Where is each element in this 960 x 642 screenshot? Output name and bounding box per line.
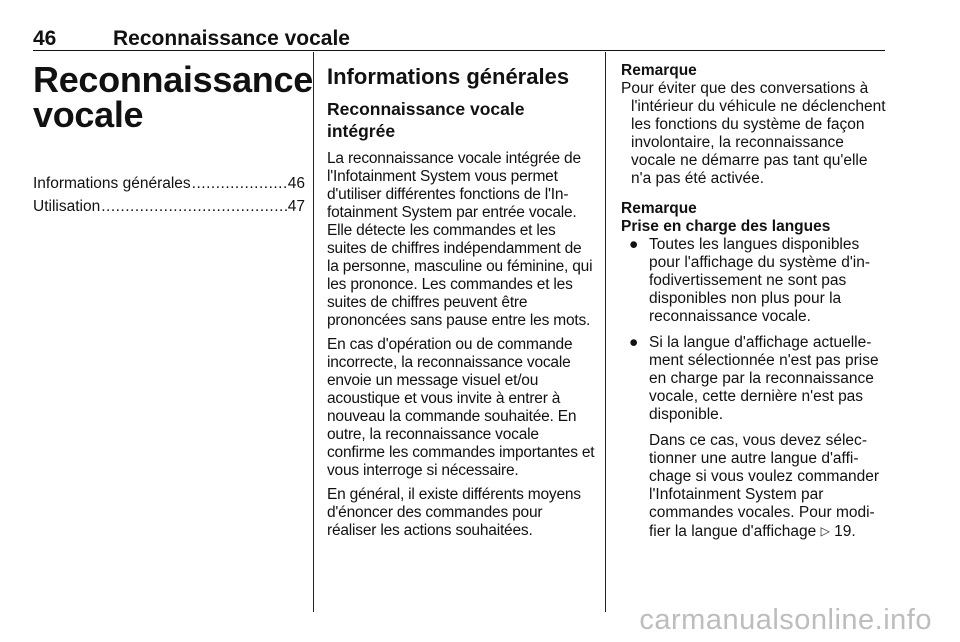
toc-entry[interactable] (33, 172, 305, 195)
page-header (33, 27, 885, 51)
column-middle (327, 62, 595, 546)
list-item (621, 236, 891, 326)
table-of-contents (33, 172, 305, 218)
subsection-title: Reconnaissance vocale intégrée (327, 99, 525, 141)
remark-body-rest: l'intérieur du véhicule ne déclenchent les fonctions du système de façon involontaire, la reconnaissance vocale ne démarre pas tant qu'elle n'a pas été activée. (631, 98, 886, 187)
section-title: Informations générales (327, 64, 570, 89)
remark-title: Remarque (621, 62, 697, 79)
page-reference-arrow-icon: ▷ (820, 524, 830, 538)
body-paragraph-2: En cas d'opération ou de commande incorrecte, la reconnaissance vocale envoie un message visuel et/ou acoustique et vous invite à entrer à nouveau la commande souhaitée. En outre, la reconnaissance vocale confirme les commandes importantes et vous interroge si nécessaire. (327, 336, 595, 479)
remark-title: Remarque (621, 200, 697, 217)
chapter-title (33, 59, 313, 135)
chapter-title-line2: vocale (33, 94, 144, 135)
toc-entry-page: 46 (287, 175, 305, 192)
toc-entry[interactable] (33, 195, 305, 218)
body-paragraph-3: En général, il existe différents moyens d'énoncer des commandes pour réaliser les actions souhaitées. (327, 486, 581, 539)
column-divider-2 (605, 52, 606, 612)
toc-entry-label: Informations générales (33, 175, 191, 192)
list-item-text: Si la langue d'affichage actuellement sélectionnée n'est pas prise en charge par la reconnaissance vocale, cette dernière n'est pas disponible. (649, 334, 879, 423)
chapter-title-line1: Reconnaissance (33, 59, 313, 100)
remark-body-first-line: Pour éviter que des conversations à (621, 80, 869, 97)
toc-leader-dots (192, 172, 287, 195)
list-item-continuation (649, 432, 891, 541)
toc-entry-label: Utilisation (33, 198, 101, 215)
list-item-text: Toutes les langues disponibles pour l'affichage du système d'infodivertissement ne sont pas disponibles non plus pour la reconnaissance vocale. (649, 236, 871, 325)
remark-subtitle: Prise en charge des langues (621, 218, 831, 235)
running-title: Reconnaissance vocale (113, 27, 350, 50)
column-left (33, 59, 313, 218)
body-paragraph-1: La reconnaissance vocale intégrée de l'Infotainment System vous permet d'utiliser différentes fonctions de l'Infotainment System par entrée vocale. Elle détecte les commandes et les suites de chiffres indépendamment de la personne, masculine ou féminine, qui les prononce. Les commandes et les suites de chiffres peuvent être prononcées sans pause entre les mots. (327, 150, 593, 329)
column-divider-1 (313, 52, 314, 612)
remark-body (621, 80, 891, 188)
page-reference-link[interactable]: 19. (834, 523, 856, 540)
toc-entry-page: 47 (287, 198, 305, 215)
column-right (621, 62, 891, 541)
remark-note-2 (621, 200, 891, 541)
list-item (621, 334, 891, 424)
page-number: 46 (33, 27, 57, 50)
bullet-icon: ● (629, 236, 639, 253)
remark-note-1 (621, 62, 891, 188)
continuation-text: Dans ce cas, vous devez sélectionner une autre langue d'affichage si vous voulez commander l'Infotainment System par commandes vocales. Pour modifier la langue d'affichage (649, 432, 880, 540)
toc-leader-dots (101, 195, 287, 218)
bullet-icon: ● (629, 334, 639, 351)
watermark: carmanualsonline.info (639, 604, 932, 636)
